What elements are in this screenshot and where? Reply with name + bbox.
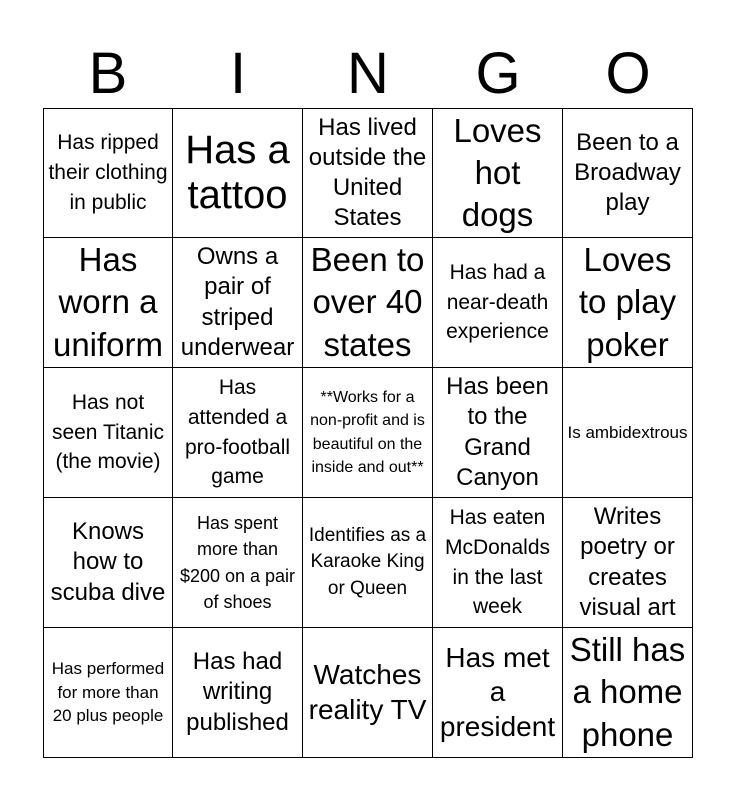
bingo-cell-text: Is ambidextrous bbox=[567, 422, 688, 442]
bingo-cell-free[interactable] bbox=[303, 368, 433, 498]
bingo-cell-text: Watches reality TV bbox=[308, 659, 427, 725]
bingo-cell-text: Identifies as a Karaoke King or Queen bbox=[308, 524, 427, 599]
bingo-cell-text: Loves hot dogs bbox=[453, 111, 542, 234]
bingo-cell[interactable] bbox=[433, 498, 563, 628]
header-letter-g: G bbox=[475, 41, 521, 106]
bingo-cell-text: Has met a president bbox=[439, 642, 556, 742]
bingo-cell[interactable] bbox=[43, 368, 173, 498]
bingo-cell[interactable] bbox=[303, 238, 433, 368]
header-letter-n: N bbox=[347, 41, 389, 106]
bingo-cell-text: Has not seen Titanic (the movie) bbox=[51, 390, 165, 474]
bingo-cell-text: **Works for a non-profit and is beautiful on the inside and out** bbox=[310, 389, 425, 476]
bingo-cell-text: Has had a near-death experience bbox=[446, 260, 549, 344]
header-letter-o: O bbox=[605, 41, 651, 106]
bingo-board bbox=[43, 108, 693, 758]
bingo-cell[interactable] bbox=[563, 108, 693, 238]
bingo-cell[interactable] bbox=[563, 368, 693, 498]
bingo-cell[interactable] bbox=[173, 238, 303, 368]
bingo-cell[interactable] bbox=[563, 498, 693, 628]
bingo-cell-text: Been to a Broadway play bbox=[574, 128, 681, 217]
bingo-cell[interactable] bbox=[173, 498, 303, 628]
bingo-cell[interactable] bbox=[173, 628, 303, 758]
bingo-cell[interactable] bbox=[433, 368, 563, 498]
bingo-cell[interactable] bbox=[433, 628, 563, 758]
bingo-cell[interactable] bbox=[303, 498, 433, 628]
bingo-cell[interactable] bbox=[173, 368, 303, 498]
bingo-cell-text: Has been to the Grand Canyon bbox=[446, 373, 549, 491]
bingo-cell[interactable] bbox=[433, 108, 563, 238]
bingo-cell[interactable] bbox=[303, 628, 433, 758]
bingo-cell[interactable] bbox=[43, 238, 173, 368]
bingo-cell-text: Been to over 40 states bbox=[310, 241, 425, 363]
bingo-cell-text: Has attended a pro-football game bbox=[184, 375, 291, 489]
bingo-cell[interactable] bbox=[303, 108, 433, 238]
bingo-cell-text: Owns a pair of striped underwear bbox=[180, 243, 295, 361]
bingo-cell-text: Has lived outside the United States bbox=[308, 113, 427, 232]
bingo-cell[interactable] bbox=[563, 238, 693, 368]
bingo-cell-text: Has eaten McDonalds in the last week bbox=[444, 505, 551, 619]
header-letter-i: I bbox=[229, 41, 247, 106]
bingo-cell[interactable] bbox=[43, 108, 173, 238]
bingo-cell[interactable] bbox=[43, 498, 173, 628]
bingo-cell-text: Has ripped their clothing in public bbox=[48, 131, 168, 214]
bingo-cell-text: Has spent more than $200 on a pair of shoes bbox=[179, 513, 296, 612]
bingo-cell-text: Has a tattoo bbox=[185, 128, 290, 217]
bingo-cell-text: Has had writing published bbox=[186, 648, 289, 736]
bingo-cell-text: Writes poetry or creates visual art bbox=[579, 503, 676, 621]
bingo-cell[interactable] bbox=[43, 628, 173, 758]
bingo-cell[interactable] bbox=[433, 238, 563, 368]
bingo-cell-text: Has worn a uniform bbox=[52, 241, 164, 363]
header-letter-b: B bbox=[88, 41, 128, 106]
bingo-cell-text: Loves to play poker bbox=[578, 241, 677, 363]
bingo-cell[interactable] bbox=[563, 628, 693, 758]
bingo-header bbox=[43, 40, 693, 108]
bingo-cell[interactable] bbox=[173, 108, 303, 238]
bingo-cell-text: Has performed for more than 20 plus people bbox=[51, 658, 165, 726]
bingo-cell-text: Knows how to scuba dive bbox=[50, 518, 166, 606]
bingo-cell-text: Still has a home phone bbox=[569, 631, 686, 753]
